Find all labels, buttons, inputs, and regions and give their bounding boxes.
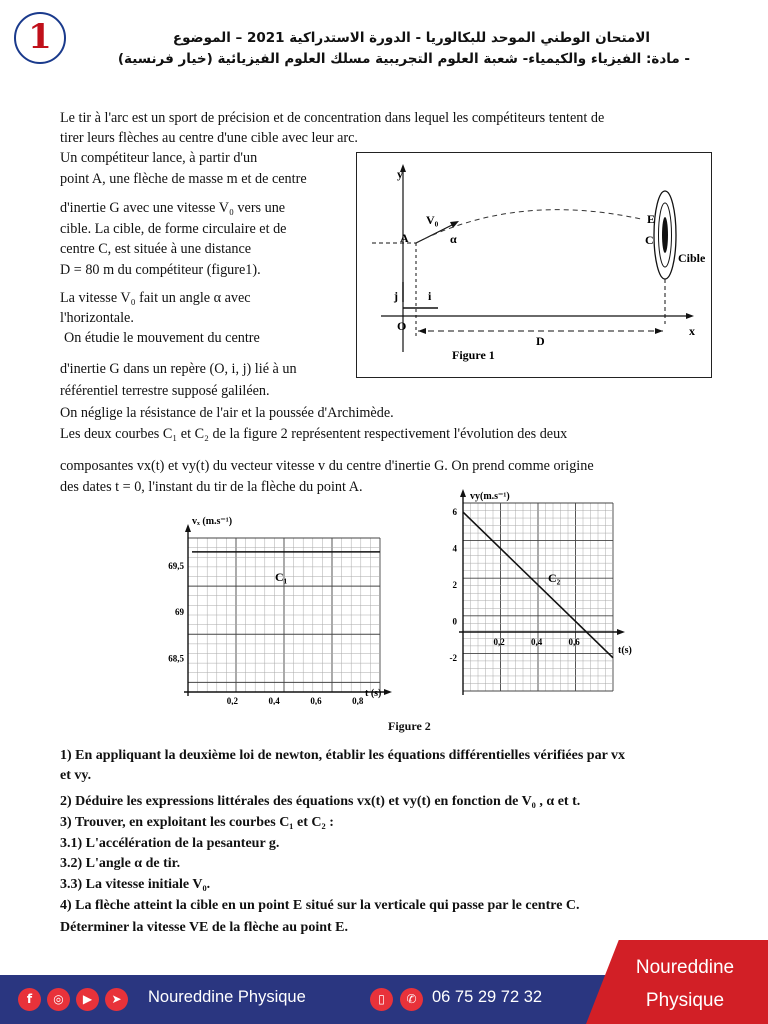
chart-c2 — [430, 485, 645, 700]
instagram-icon[interactable]: ◎ — [47, 988, 70, 1011]
y-axis-label: vₓ (m.s⁻¹) — [192, 516, 233, 527]
y-tick-label: 69 — [175, 607, 184, 617]
figure-2-caption: Figure 2 — [388, 719, 431, 733]
curve-label: C₁ — [275, 570, 288, 584]
question-line: 3) Trouver, en exploitant les courbes C₁ et C₂ : — [60, 815, 334, 830]
y-tick-label: 4 — [452, 543, 457, 554]
intro-line: Un compétiteur lance, à partir d'un — [60, 150, 258, 166]
page-number-badge: 1 — [14, 12, 66, 64]
youtube-icon[interactable]: ▶ — [76, 988, 99, 1011]
intro-line: On néglige la résistance de l'air et la poussée d'Archimède. — [60, 405, 394, 421]
whatsapp-icon: ✆ — [400, 988, 423, 1011]
x-axis-label: t(s) — [618, 645, 632, 656]
question-line: 3.3) La vitesse initiale V₀. — [60, 877, 211, 892]
intro-line: point A, une flèche de masse m et de centre — [60, 171, 307, 187]
point-c-label: C — [645, 233, 654, 247]
y-tick-label: 69,5 — [168, 560, 184, 571]
x-tick-label: 0,4 — [268, 696, 280, 705]
chart-c1 — [150, 510, 395, 705]
y-tick-label: 6 — [452, 507, 457, 518]
x-tick-label: 0,8 — [352, 696, 364, 705]
intro-line: composantes vx(t) et vy(t) du vecteur vitesse v du centre d'inertie G. On prend comme origine — [60, 458, 594, 474]
y-tick-label: -2 — [449, 652, 457, 663]
intro-line: centre C, est située à une distance — [60, 241, 252, 257]
telegram-icon[interactable]: ➤ — [105, 988, 128, 1011]
figure-1-caption: Figure 1 — [452, 348, 495, 362]
exam-title: الامتحان الوطني الموحد للبكالوريا - الدورة الاستدراكية 2021 – الموضوع — [172, 30, 650, 46]
question-line: 2) Déduire les expressions littérales des équations vx(t) et vy(t) en fonction de V₀ , α et t. — [60, 794, 581, 809]
x-tick-label: 0,2 — [493, 637, 505, 647]
intro-line: La vitesse V₀ fait un angle α avec — [60, 290, 251, 306]
alpha-label: α — [450, 232, 457, 246]
intro-line: Le tir à l'arc est un sport de précision et de concentration dans lequel les compétiteurs tentent de — [60, 110, 605, 126]
brand-line-1: Noureddine — [635, 957, 735, 978]
y-axis-label: vy(m.s⁻¹) — [470, 491, 510, 502]
phone-number: 06 75 29 72 32 — [432, 988, 543, 1006]
question-line: 3.1) L'accélération de la pesanteur g. — [60, 836, 280, 851]
question-line: 3.2) L'angle α de tir. — [60, 856, 181, 871]
intro-line: référentiel terrestre supposé galiléen. — [60, 383, 270, 399]
brand-line-2: Physique — [645, 990, 725, 1011]
footer-bar — [0, 957, 768, 1024]
target-center — [662, 217, 668, 253]
x-tick-label: 0,6 — [310, 696, 322, 705]
channel-name: Noureddine Physique — [148, 988, 306, 1006]
x-tick-label: 0,6 — [568, 637, 580, 647]
y-tick-label: 68,5 — [168, 653, 184, 664]
intro-line: D = 80 m du compétiteur (figure1). — [60, 262, 261, 278]
y-tick-label: 0 — [452, 616, 457, 627]
x-tick-label: 0,4 — [531, 637, 543, 647]
j-label: j — [394, 289, 398, 303]
question-line: et vy. — [60, 768, 92, 783]
intro-line: Les deux courbes C₁ et C₂ de la figure 2 représentent respectivement l'évolution des deux — [60, 426, 568, 442]
intro-line: l'horizontale. — [60, 310, 134, 326]
y-label: y — [397, 167, 403, 181]
figure-1-frame — [357, 153, 712, 378]
x-axis-arrow — [384, 689, 392, 695]
figure-1 — [356, 152, 712, 378]
x-tick-label: 0,2 — [226, 696, 239, 705]
exam-subject: - مادة: الفيزياء والكيمياء- شعبة العلوم التجريبية مسلك العلوم الفيزيائية (خيار فرنسية) — [117, 51, 690, 67]
v0-label: V₀ — [426, 213, 439, 227]
target-label: Cible — [678, 251, 706, 265]
i-label: i — [428, 289, 432, 303]
intro-line: cible. La cible, de forme circulaire et de — [60, 221, 287, 237]
x-axis-label: t (s) — [365, 688, 382, 699]
point-e-label: E — [647, 212, 656, 226]
x-axis-arrow — [617, 629, 625, 635]
question-line: Déterminer la vitesse VE de la flèche au point E. — [60, 920, 349, 935]
curve-label: C₂ — [548, 571, 561, 585]
y-tick-label: 2 — [452, 579, 457, 590]
intro-line: d'inertie G avec une vitesse V₀ vers une — [60, 200, 286, 216]
intro-line: d'inertie G dans un repère (O, i, j) lié à un — [60, 361, 297, 377]
point-a-label: A — [400, 231, 409, 245]
question-line: 4) La flèche atteint la cible en un point E situé sur la verticale qui passe par le centre C. — [60, 898, 580, 913]
intro-line: tirer leurs flèches au centre d'une cible avec leur arc. — [60, 130, 358, 146]
question-line: 1) En appliquant la deuxième loi de newton, établir les équations différentielles vérifiées par vx — [60, 748, 626, 763]
distance-d-label: D — [536, 334, 545, 348]
origin-label: O — [397, 319, 407, 333]
phone-icon: ▯ — [370, 988, 393, 1011]
x-label: x — [689, 324, 695, 338]
intro-line: des dates t = 0, l'instant du tir de la flèche du point A. — [60, 479, 363, 495]
y-axis-arrow — [185, 524, 191, 532]
intro-line: On étudie le mouvement du centre — [64, 330, 260, 346]
y-axis-arrow — [460, 489, 466, 497]
facebook-icon[interactable]: f — [18, 988, 41, 1011]
